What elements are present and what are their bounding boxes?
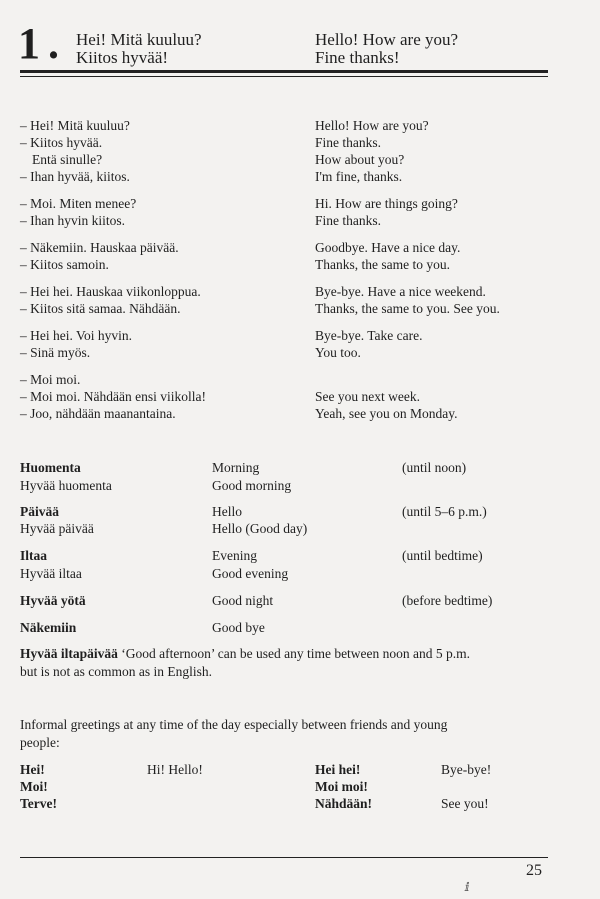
vocab-en: Good bye <box>212 620 265 635</box>
note-term: Hyvää iltapäivää <box>20 646 118 661</box>
note-line-2: but is not as common as in English. <box>20 664 212 679</box>
vocab-note: (before bedtime) <box>402 593 493 608</box>
vocab-fi: Päivää <box>20 504 59 519</box>
vocab-fi-secondary: Hyvää huomenta <box>20 478 112 493</box>
vocab-fi-secondary: Hyvää päivää <box>20 521 94 536</box>
informal-intro-line-1: Informal greetings at any time of the day especially between friends and young <box>20 717 448 732</box>
printer-mark: ⅈ <box>465 880 470 894</box>
dialogue-1-fi-line: – Kiitos hyvää. <box>20 135 103 150</box>
dialogue-4-fi-line: – Hei hei. Hauskaa viikonloppua. <box>20 284 201 299</box>
informal-farewell-meaning: Bye-bye! <box>441 762 492 777</box>
vocab-en-secondary: Hello (Good day) <box>212 521 308 536</box>
vocab-en: Morning <box>212 460 260 475</box>
dialogue-6-fi-line: – Moi moi. Nähdään ensi viikolla! <box>20 389 206 404</box>
dialogue-2-fi-line: – Ihan hyvin kiitos. <box>20 213 125 228</box>
vocab-en: Hello <box>212 504 242 519</box>
dialogue-5-en-line: Bye-bye. Take care. <box>315 328 423 343</box>
dialogue-6-fi-line: – Moi moi. <box>20 372 81 387</box>
dialogue-1-fi-line: – Hei! Mitä kuuluu? <box>20 118 130 133</box>
dialogue-2-en-line: Fine thanks. <box>315 213 381 228</box>
dialogue-6-en-line: Yeah, see you on Monday. <box>315 406 458 421</box>
vocab-fi: Iltaa <box>20 548 47 563</box>
dialogue-3-en-line: Thanks, the same to you. <box>315 257 450 272</box>
dialogue-1-en-line: Hello! How are you? <box>315 118 429 133</box>
informal-farewell: Hei hei! <box>315 762 361 777</box>
dialogue-1-en-line: Fine thanks. <box>315 135 381 150</box>
dialogue-4-en-line: Bye-bye. Have a nice weekend. <box>315 284 486 299</box>
vocab-fi-secondary: Hyvää iltaa <box>20 566 82 581</box>
informal-farewell: Moi moi! <box>315 779 368 794</box>
lesson-title-en-line1: Hello! How are you? <box>315 30 459 49</box>
header-rule-thick <box>20 70 548 73</box>
dialogue-1-fi-line: Entä sinulle? <box>32 152 103 167</box>
page-number: 25 <box>526 862 542 879</box>
vocab-fi: Huomenta <box>20 460 81 475</box>
dialogue-3-en-line: Goodbye. Have a nice day. <box>315 240 461 255</box>
vocab-note: (until bedtime) <box>402 548 483 563</box>
vocab-en: Evening <box>212 548 257 563</box>
informal-greeting: Moi! <box>20 779 48 794</box>
dialogue-1-en-line: How about you? <box>315 152 405 167</box>
informal-farewell-meaning: See you! <box>441 796 489 811</box>
header-rule-thin <box>20 76 548 77</box>
dialogue-3-fi-line: – Näkemiin. Hauskaa päivää. <box>20 240 179 255</box>
informal-greeting: Hei! <box>20 762 45 777</box>
dialogue-2-en-line: Hi. How are things going? <box>315 196 458 211</box>
dialogue-5-fi-line: – Sinä myös. <box>20 345 91 360</box>
vocab-en: Good night <box>212 593 274 608</box>
lesson-number: 1 <box>18 19 40 68</box>
footer-rule <box>20 857 548 858</box>
dialogue-5-fi-line: – Hei hei. Voi hyvin. <box>20 328 133 343</box>
vocab-en-secondary: Good evening <box>212 566 289 581</box>
note-text: ‘Good afternoon’ can be used any time between noon and 5 p.m. <box>117 646 471 661</box>
lesson-title-en-line2: Fine thanks! <box>315 48 400 67</box>
lesson-title-fi-line1: Hei! Mitä kuuluu? <box>76 30 202 49</box>
vocab-fi: Hyvää yötä <box>20 593 86 608</box>
informal-greeting-meaning: Hi! Hello! <box>147 762 203 777</box>
dialogue-2-fi-line: – Moi. Miten menee? <box>20 196 137 211</box>
vocab-note: (until 5–6 p.m.) <box>402 504 487 519</box>
dialogue-4-en-line: Thanks, the same to you. See you. <box>315 301 500 316</box>
vocab-note: (until noon) <box>402 460 467 475</box>
vocab-en-secondary: Good morning <box>212 478 292 493</box>
dialogue-3-fi-line: – Kiitos samoin. <box>20 257 109 272</box>
note-line-1 <box>20 645 470 662</box>
lesson-title-fi-line2: Kiitos hyvää! <box>76 48 169 67</box>
informal-greeting: Terve! <box>20 796 57 811</box>
dialogue-6-fi-line: – Joo, nähdään maanantaina. <box>20 406 176 421</box>
informal-intro-line-2: people: <box>20 735 60 750</box>
dialogue-6-en-line: See you next week. <box>315 389 420 404</box>
lesson-number-dot: . <box>48 19 59 68</box>
vocab-fi: Näkemiin <box>20 620 77 635</box>
dialogue-1-en-line: I'm fine, thanks. <box>315 169 403 184</box>
dialogue-1-fi-line: – Ihan hyvää, kiitos. <box>20 169 130 184</box>
informal-farewell: Nähdään! <box>315 796 373 811</box>
dialogue-5-en-line: You too. <box>315 345 361 360</box>
dialogue-4-fi-line: – Kiitos sitä samaa. Nähdään. <box>20 301 181 316</box>
